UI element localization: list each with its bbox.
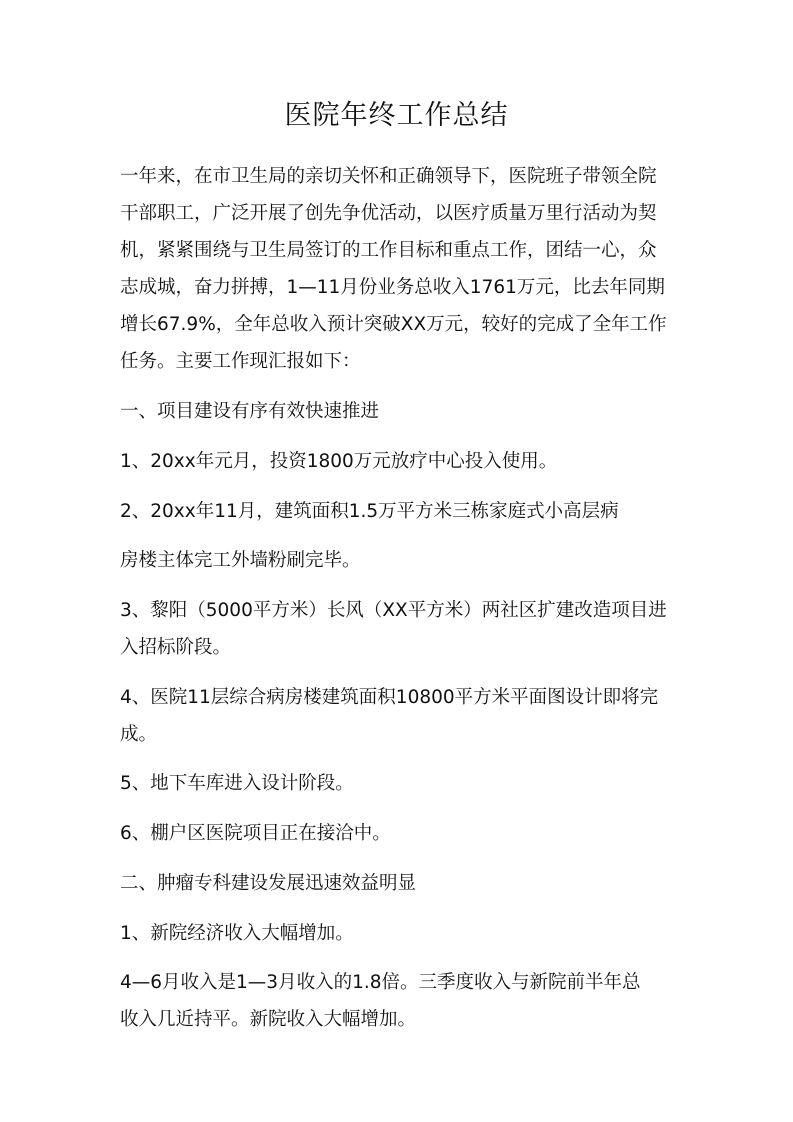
list-item-continuation: 入招标阶段。 [120, 637, 232, 658]
list-item-continuation: 房楼主体完工外墙粉刷完毕。 [120, 550, 361, 571]
list-item: 3、黎阳（5000平方米）长风（XX平方米）两社区扩建改造项目进 [120, 600, 667, 621]
text-line: 一年来，在市卫生局的亲切关怀和正确领导下，医院班子带领全院 [120, 166, 657, 187]
list-item: 4、医院11层综合病房楼建筑面积10800平方米平面图设计即将完 [120, 687, 659, 708]
list-item: 6、棚户区医院项目正在接洽中。 [120, 823, 391, 844]
text-line: 增长67.9%，全年总收入预计突破XX万元，较好的完成了全年工作 [120, 314, 667, 335]
list-item: 1、20xx年元月，投资1800万元放疗中心投入使用。 [120, 451, 558, 472]
document-title: 医院年终工作总结 [284, 100, 509, 131]
section-heading: 二、肿瘤专科建设发展迅速效益明显 [120, 873, 417, 894]
section-heading: 一、项目建设有序有效快速推进 [120, 401, 380, 422]
list-item: 2、20xx年11月，建筑面积1.5万平方米三栋家庭式小高层病 [120, 501, 619, 522]
text-line: 机，紧紧围绕与卫生局签订的工作目标和重点工作，团结一心，众 [120, 240, 657, 261]
text-line: 任务。主要工作现汇报如下： [120, 351, 361, 372]
text-line: 干部职工，广泛开展了创先争优活动，以医疗质量万里行活动为契 [120, 203, 657, 224]
text-line: 志成城，奋力拼搏，1—11月份业务总收入1761万元，比去年同期 [120, 277, 665, 298]
text-line: 收入几近持平。新院收入大幅增加。 [120, 1009, 417, 1030]
list-item-continuation: 成。 [120, 724, 158, 745]
text-line: 4—6月收入是1—3月收入的1.8倍。三季度收入与新院前半年总 [120, 972, 641, 993]
list-item: 1、新院经济收入大幅增加。 [120, 923, 354, 944]
list-item: 5、地下车库进入设计阶段。 [120, 773, 354, 794]
